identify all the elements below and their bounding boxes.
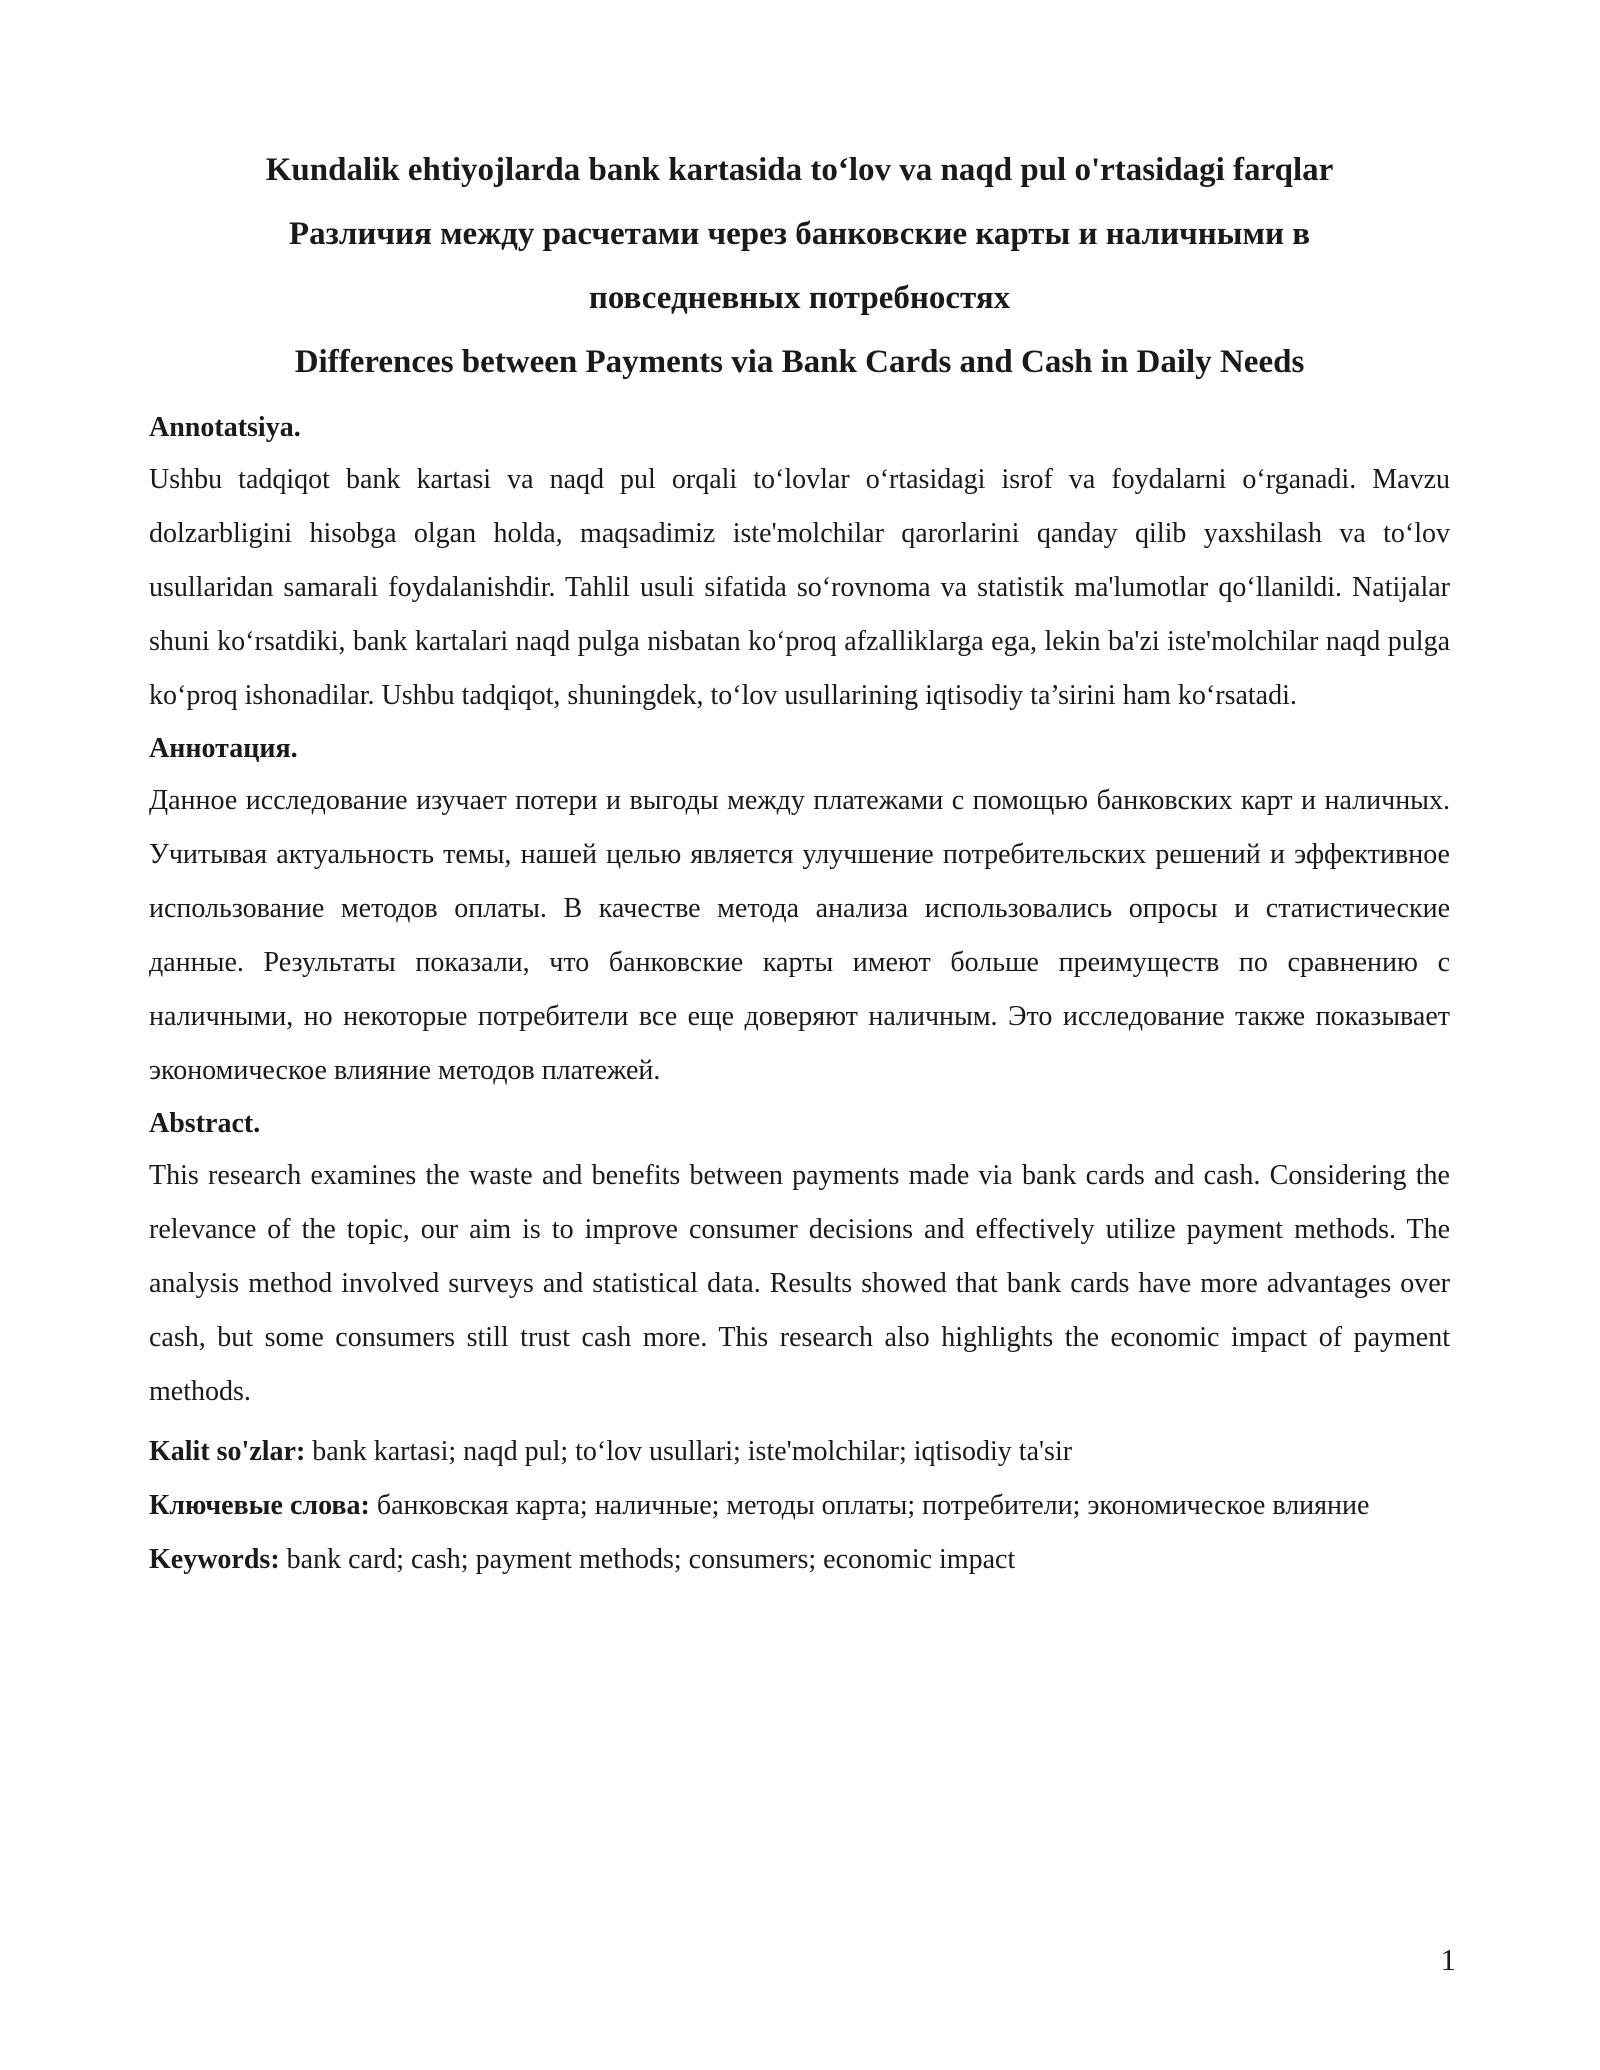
keywords-en-label: Keywords: <box>149 1544 280 1575</box>
paper-page <box>149 138 1450 1587</box>
abstract-uz <box>149 408 1450 723</box>
abstract-en-heading: Abstract. <box>149 1108 261 1139</box>
keywords-ru-label: Ключевые слова: <box>149 1490 370 1521</box>
keywords-uz <box>149 1425 1450 1479</box>
page-number: 1 <box>1440 1942 1456 1977</box>
abstract-uz-text: Ushbu tadqiqot bank kartasi va naqd pul orqali to‘lovlar o‘rtasidagi isrof va foydalarni o‘rganadi. Mavzu dolzarbligini hisobga olgan holda, maqsadimiz iste'molchilar qarorlarini qanday qilib yaxshilash va to‘lov usullaridan samarali foydalanishdir. Tahlil usuli sifatida so‘rovnoma va statistik ma'lumotlar qo‘llanildi. Natijalar shuni ko‘rsatdiki, bank kartalari naqd pulga nisbatan ko‘proq afzalliklarga ega, lekin ba'zi iste'molchilar naqd pulga ko‘proq ishonadilar. Ushbu tadqiqot, shuningdek, to‘lov usullarining iqtisodiy ta’sirini ham ko‘rsatadi. <box>149 464 1450 711</box>
title-ru: Различия между расчетами через банковские карты и наличными в повседневных потребностях <box>288 216 1311 316</box>
abstract-ru-text: Данное исследование изучает потери и выгоды между платежами с помощью банковских карт и наличных. Учитывая актуальность темы, нашей целью является улучшение потребительских решений и эффективное использование методов оплаты. В качестве метода анализа использовались опросы и статистические данные. Результаты показали, что банковские карты имеют больше преимуществ по сравнению с наличными, но некоторые потребители все еще доверяют наличным. Это исследование также показывает экономическое влияние методов платежей. <box>149 785 1450 1086</box>
keywords-en <box>149 1533 1450 1587</box>
abstract-en <box>149 1104 1450 1419</box>
abstract-ru <box>149 729 1450 1098</box>
keywords-ru <box>149 1479 1450 1533</box>
title-uz: Kundalik ehtiyojlarda bank kartasida to‘lov va naqd pul o'rtasidagi farqlar <box>265 152 1334 188</box>
keywords-en-text: bank card; cash; payment methods; consumers; economic impact <box>279 1544 1016 1575</box>
abstract-en-text: This research examines the waste and benefits between payments made via bank cards and cash. Considering the relevance of the topic, our aim is to improve consumer decisions and effectively utilize payment methods. The analysis method involved surveys and statistical data. Results showed that bank cards have more advantages over cash, but some consumers still trust cash more. This research also highlights the economic impact of payment methods. <box>149 1160 1450 1407</box>
keywords-ru-text: банковская карта; наличные; методы оплаты; потребители; экономическое влияние <box>369 1490 1370 1521</box>
keywords-uz-text: bank kartasi; naqd pul; to‘lov usullari; iste'molchilar; iqtisodiy ta'sir <box>305 1436 1073 1467</box>
title-en: Differences between Payments via Bank Cards and Cash in Daily Needs <box>294 344 1305 380</box>
keywords-uz-label: Kalit so'zlar: <box>149 1436 306 1467</box>
abstract-uz-heading: Annotatsiya. <box>149 412 301 443</box>
abstract-ru-heading: Аннотация. <box>149 733 298 764</box>
